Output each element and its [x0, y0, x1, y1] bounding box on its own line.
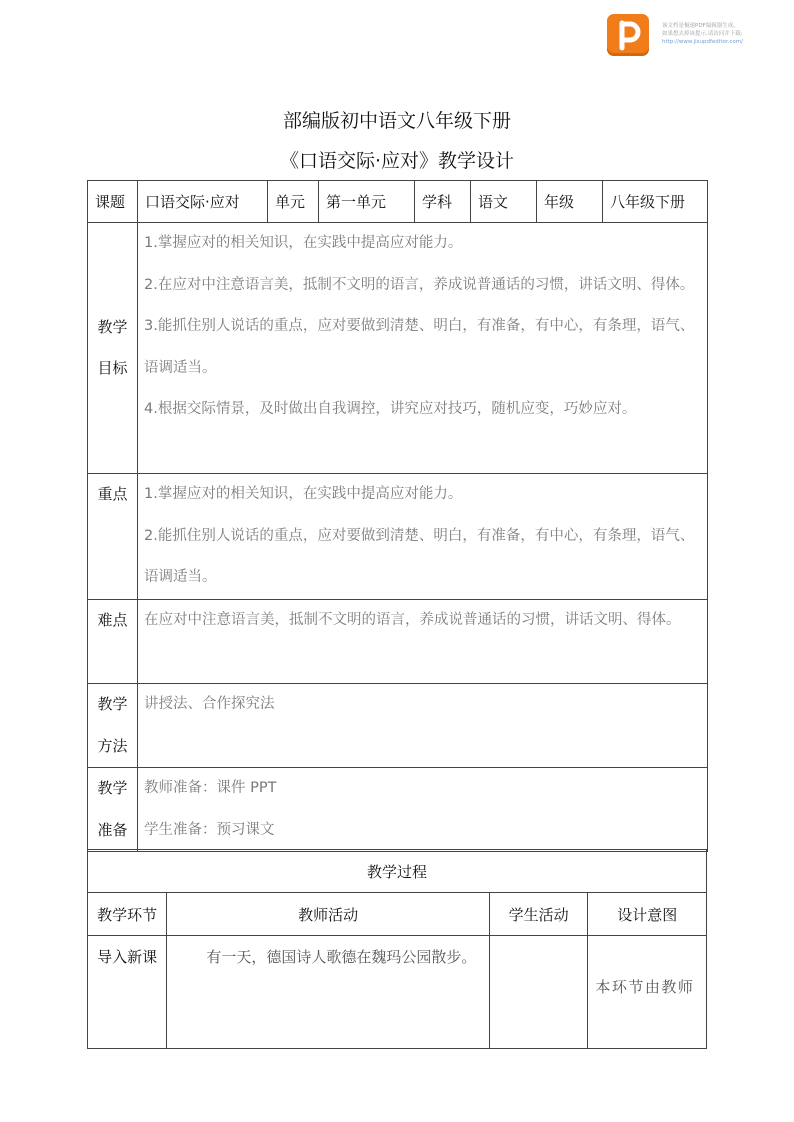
- watermark-text: [662, 22, 792, 46]
- label-preparation: [88, 768, 138, 852]
- header-design-intent: 设计意图: [588, 893, 707, 936]
- label-goals-line-1: 教学: [97, 317, 128, 336]
- label-grade: 年级: [537, 181, 603, 223]
- header-student-activity: 学生活动: [489, 893, 587, 936]
- watermark-url[interactable]: http://www.jisupdfeditor.com/: [662, 39, 743, 45]
- header-stage: 教学环节: [88, 893, 167, 936]
- value-grade: 八年级下册: [603, 181, 708, 223]
- teacher-activity-cell: 有一天，德国诗人歌德在魏玛公园散步。: [167, 936, 490, 1049]
- label-prep-line-2: 准备: [97, 820, 128, 839]
- label-goals-line-2: 目标: [97, 359, 128, 377]
- document-title: 部编版初中语文八年级下册: [282, 110, 511, 132]
- watermark-line-2: 如果想去掉该提示,请访问并下载:: [662, 31, 743, 37]
- preparation-content: [138, 768, 708, 852]
- prep-teacher: 教师准备：课件 PPT: [144, 780, 277, 796]
- value-subject: 语文: [471, 181, 537, 223]
- goal-item: 1.掌握应对的相关知识，在实践中提高应对能力。: [144, 235, 463, 251]
- key-point-item: 1.掌握应对的相关知识，在实践中提高应对能力。: [144, 486, 463, 502]
- goals-content: [138, 223, 708, 474]
- goal-item: 4.根据交际情景，及时做出自我调控，讲究应对技巧，随机应变，巧妙应对。: [144, 401, 637, 417]
- key-points-row: [88, 474, 708, 600]
- key-point-item: 2.能抓住别人说话的重点，应对要做到清楚、明白，有准备，有中心，有条理，语气、语调适当。: [144, 527, 695, 585]
- prep-student: 学生准备：预习课文: [144, 821, 275, 838]
- process-header-row: [88, 893, 707, 936]
- stage-cell: 导入新课: [88, 936, 167, 1049]
- lesson-info-table: [87, 180, 708, 852]
- teaching-process-table: [87, 849, 707, 1049]
- label-key-points: 重点: [88, 474, 138, 600]
- label-goals: [88, 223, 138, 474]
- value-topic: 口语交际·应对: [138, 181, 268, 223]
- goal-item: 3.能抓住别人说话的重点，应对要做到清楚、明白，有准备，有中心，有条理，语气、语调适当。: [144, 318, 695, 376]
- header-row: [88, 181, 708, 223]
- pdf-editor-logo-icon: [607, 14, 649, 56]
- design-intent-cell: 本环节由教师: [588, 936, 707, 1049]
- process-title: 教学过程: [88, 850, 707, 893]
- value-unit: 第一单元: [319, 181, 415, 223]
- preparation-row: [88, 768, 708, 852]
- label-unit: 单元: [268, 181, 319, 223]
- table-row: [88, 936, 707, 1049]
- goals-row: [88, 223, 708, 474]
- difficulty-content: 在应对中注意语言美，抵制不文明的语言，养成说普通话的习惯，讲话文明、得体。: [138, 600, 708, 684]
- difficulty-row: [88, 600, 708, 684]
- label-difficulty: 难点: [88, 600, 138, 684]
- key-points-content: [138, 474, 708, 600]
- label-method: [88, 684, 138, 768]
- method-content: 讲授法、合作探究法: [138, 684, 708, 768]
- label-topic: 课题: [88, 181, 138, 223]
- header-teacher-activity: 教师活动: [167, 893, 490, 936]
- process-title-row: [88, 850, 707, 893]
- label-prep-line-1: 教学: [97, 779, 128, 797]
- document-subtitle: 《口语交际·应对》教学设计: [279, 150, 515, 172]
- label-subject: 学科: [415, 181, 471, 223]
- goal-item: 2.在应对中注意语言美，抵制不文明的语言，养成说普通话的习惯，讲话文明、得体。: [144, 276, 695, 293]
- student-activity-cell: [489, 936, 587, 1049]
- watermark-line-1: 该文档是极速PDF编辑器生成,: [662, 23, 735, 29]
- method-row: [88, 684, 708, 768]
- label-method-line-2: 方法: [97, 736, 128, 755]
- label-method-line-1: 教学: [97, 695, 128, 713]
